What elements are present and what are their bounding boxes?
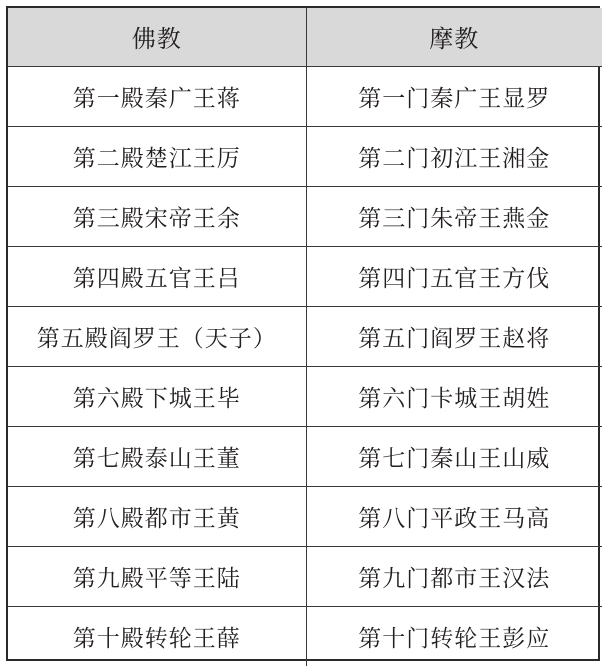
table-row (8, 66, 602, 126)
table-row (8, 246, 602, 306)
table-row (8, 366, 602, 426)
cell-mojiao: 第十门转轮王彭应 (306, 606, 602, 666)
cell-buddhism: 第九殿平等王陆 (8, 546, 306, 606)
cell-buddhism: 第二殿楚江王厉 (8, 126, 306, 186)
table (8, 8, 602, 666)
cell-buddhism: 第三殿宋帝王余 (8, 186, 306, 246)
cell-mojiao: 第六门卡城王胡姓 (306, 366, 602, 426)
cell-mojiao: 第九门都市王汉法 (306, 546, 602, 606)
cell-mojiao: 第八门平政王马高 (306, 486, 602, 546)
table-row (8, 486, 602, 546)
table-row (8, 126, 602, 186)
cell-buddhism: 第六殿下城王毕 (8, 366, 306, 426)
table-row (8, 426, 602, 486)
cell-mojiao: 第四门五官王方伐 (306, 246, 602, 306)
header-buddhism: 佛教 (8, 8, 306, 66)
cell-buddhism: 第五殿阎罗王（天子） (8, 306, 306, 366)
cell-mojiao: 第一门秦广王显罗 (306, 66, 602, 126)
cell-buddhism: 第四殿五官王吕 (8, 246, 306, 306)
cell-mojiao: 第三门朱帝王燕金 (306, 186, 602, 246)
table-header-row (8, 8, 602, 66)
table-row (8, 306, 602, 366)
cell-buddhism: 第一殿秦广王蒋 (8, 66, 306, 126)
table-row (8, 546, 602, 606)
comparison-table (6, 6, 600, 661)
cell-buddhism: 第七殿泰山王董 (8, 426, 306, 486)
cell-mojiao: 第二门初江王湘金 (306, 126, 602, 186)
cell-buddhism: 第十殿转轮王薛 (8, 606, 306, 666)
cell-buddhism: 第八殿都市王黄 (8, 486, 306, 546)
table-row (8, 606, 602, 666)
cell-mojiao: 第七门秦山王山威 (306, 426, 602, 486)
header-mojiao: 摩教 (306, 8, 602, 66)
table-row (8, 186, 602, 246)
cell-mojiao: 第五门阎罗王赵将 (306, 306, 602, 366)
